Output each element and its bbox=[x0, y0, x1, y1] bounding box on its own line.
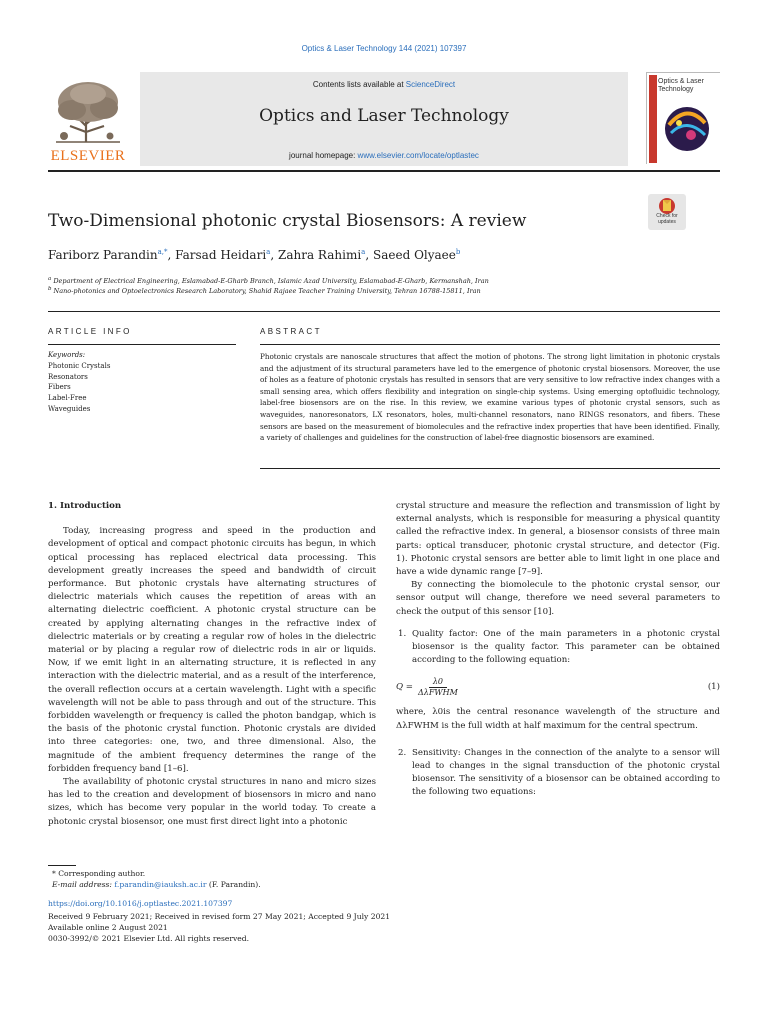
equation-lhs: Q = bbox=[396, 682, 413, 693]
keyword: Fibers bbox=[48, 383, 71, 392]
corresponding-author-note: * Corresponding author. bbox=[52, 869, 146, 878]
keyword: Resonators bbox=[48, 372, 88, 381]
author-affiliation-marker[interactable]: a,* bbox=[157, 248, 168, 256]
list-number: 2. bbox=[398, 747, 407, 758]
sciencedirect-link[interactable]: ScienceDirect bbox=[405, 80, 456, 89]
cover-title: Optics & Laser Technology bbox=[658, 78, 704, 93]
affiliation-b bbox=[48, 286, 688, 295]
affiliation-marker: a bbox=[48, 276, 52, 282]
email-note bbox=[52, 879, 261, 890]
author-name[interactable]: Fariborz Parandin bbox=[48, 248, 158, 262]
info-rule bbox=[48, 344, 236, 345]
article-title: Two-Dimensional photonic crystal Biosensors: A review bbox=[48, 211, 527, 231]
body-paragraph: The availability of photonic crystal structures in nano and micro sizes has led to the creation and development of biosensors in micro and nano sizes, which has become very popular in the world today. To create a photonic crystal biosensor, one must first direct light into a photonic bbox=[48, 777, 376, 827]
body-paragraph: Today, increasing progress and speed in the production and development of optical and compact photonic circuits has begun, in which optical processing has replaced electrical data processing. This development greatly increases the speed and bandwidth of circuit performance. But photonic crystals have alternating structures of dielectric materials which causes the repetition of areas with an alternating dielectric coefficient. A photonic crystal structure can be created by applying alternating changes in the refractive index of dielectric materials or by creating a regular row of holes in the dielectric material or by placing a regular row of dielectric rods in air or liquids. Now, if we emit light in an alternating structure, it is reflected in any interaction with the dielectric material, and as a result of the interference, the overall reflection occurs at a certain wavelength. Light with a specific wavelength will not be able to pass through and out of the structure. This forbidden wavelength or frequency is called the photon bandgap, which is the basis of the photonic crystal function. Photonic crystals are divided into three categories: one, two, and three dimensional. Also, the magnitude of the ambient frequency determines the range of the forbidden frequency band [1–6]. bbox=[48, 526, 376, 774]
journal-citation[interactable]: Optics & Laser Technology 144 (2021) 107397 bbox=[301, 44, 467, 53]
author-name[interactable]: Farsad Heidari bbox=[175, 248, 267, 262]
body-left-column bbox=[48, 500, 376, 829]
homepage-prefix: journal homepage: bbox=[289, 151, 358, 160]
contents-line bbox=[140, 80, 628, 89]
body-paragraph: crystal structure and measure the reflection and transmission of light by external analysts, which is responsible for measuring a physical quantity called the refractive index. In general, a biosensor consists of three main parts: optical transducer, photonic crystal structure, and detector (Fig. 1). Photonic crystal sensors are better able to limit light in one place and have a wide dynamic range [7–9]. bbox=[396, 501, 720, 578]
section-heading: 1. Introduction bbox=[48, 501, 122, 511]
author-affiliation-marker[interactable]: a bbox=[266, 248, 271, 256]
email-link[interactable]: f.parandin@iauksh.ac.ir bbox=[114, 880, 207, 889]
journal-title[interactable]: Optics and Laser Technology bbox=[259, 106, 509, 126]
list-text: Sensitivity: Changes in the connection of the analyte to a sensor will lead to changes in the signal transduction of the photonic crystal biosensor. The sensitivity of a biosensor can be obtained according to the following two equations: bbox=[412, 747, 720, 798]
keywords-block bbox=[48, 350, 238, 415]
article-info-heading: ARTICLE INFO bbox=[48, 327, 132, 336]
available-online: Available online 2 August 2021 bbox=[48, 923, 168, 932]
header-rule bbox=[48, 170, 720, 172]
equation-numerator: λ0 bbox=[429, 677, 447, 688]
equation-fraction bbox=[418, 677, 458, 698]
list-item bbox=[396, 747, 720, 800]
author-affiliation-marker[interactable]: a bbox=[361, 248, 366, 256]
abstract-text: Photonic crystals are nanoscale structures that affect the motion of photons. The strong light limitation in photonic crystals and the adjustment of its structural parameters have led to the emergence of photonic crystal biosensors. Moreover, the use of holes as a feature of photonic crystals has resulted in sensors that are very sensitive to low refractive index changes with a small sensing area, which offers flexibility and integration on single-chip systems. Using emerging optofluidic technology, label-free biosensors are on the rise. In this review, we examine various types of photonic crystal sensors, such as waveguides, nanoresonators, LX resonators, holes, multi-channel resonators, nano RINGS resonators, and fibers. These sensors are based on the measurement of biomolecules and the refractive index properties that have been identified. Finally, a variety of challenges and guidelines for the construction of label-free diagnostic biosensors are examined. bbox=[260, 352, 720, 443]
email-suffix: (F. Parandin). bbox=[206, 880, 261, 889]
author-name[interactable]: Saeed Olyaee bbox=[373, 248, 456, 262]
info-rule-top bbox=[48, 311, 720, 312]
affiliation-marker: b bbox=[48, 286, 52, 292]
email-label: E-mail address: bbox=[52, 880, 115, 889]
doi-link[interactable]: https://doi.org/10.1016/j.optlastec.2021.107397 bbox=[48, 899, 233, 908]
author-list: Fariborz Parandin$^{a,*}$, Farsad Heidari$^a$, Zahra Rahimi$^a$, Saeed Olyaee$^b$ bbox=[48, 248, 461, 262]
list-item bbox=[396, 628, 720, 668]
keyword: Photonic Crystals bbox=[48, 361, 111, 370]
affiliation-text: Nano-photonics and Optoelectronics Research Laboratory, Shahid Rajaee Teacher Training University, Tehran 16788-15811, Iran bbox=[53, 287, 481, 296]
affiliation-a bbox=[48, 276, 688, 285]
keywords-label: Keywords: bbox=[48, 351, 86, 359]
abstract-heading: ABSTRACT bbox=[260, 327, 322, 336]
author-affiliation-marker[interactable]: b bbox=[455, 248, 461, 256]
footnote-rule bbox=[48, 865, 76, 866]
abstract-rule-bottom bbox=[260, 468, 720, 469]
body-right-column bbox=[396, 500, 720, 800]
affiliation-text: Department of Electrical Engineering, Eslamabad-E-Gharb Branch, Islamic Azad University, Eslamabad-E-Gharb, Kermanshah, Iran bbox=[53, 277, 489, 286]
check-updates-label: Check for updates bbox=[656, 213, 678, 225]
copyright: 0030-3992/© 2021 Elsevier Ltd. All rights reserved. bbox=[48, 934, 250, 943]
elsevier-wordmark: ELSEVIER bbox=[50, 148, 126, 164]
equation-number: (1) bbox=[707, 682, 720, 693]
keyword: Waveguides bbox=[48, 404, 91, 413]
homepage-link[interactable]: www.elsevier.com/locate/optlastec bbox=[357, 151, 479, 160]
list-text: Quality factor: One of the main parameters in a photonic crystal biosensor is the quality factor. This parameter can be obtained according to the following equation: bbox=[412, 628, 720, 666]
equation-1 bbox=[396, 677, 720, 698]
equation-denominator: ΔλFWHM bbox=[418, 688, 458, 698]
received-dates: Received 9 February 2021; Received in revised form 27 May 2021; Accepted 9 July 2021 bbox=[48, 912, 391, 921]
body-paragraph: By connecting the biomolecule to the photonic crystal sensor, our sensor output will change, therefore we need several parameters to check the output of this sensor [10]. bbox=[396, 580, 720, 617]
contents-prefix: Contents lists available at bbox=[312, 80, 406, 89]
keyword: Label-Free bbox=[48, 394, 87, 403]
author-name[interactable]: Zahra Rahimi bbox=[277, 248, 362, 262]
homepage-line bbox=[140, 151, 628, 160]
abstract-rule bbox=[260, 344, 720, 345]
list-number: 1. bbox=[398, 628, 407, 639]
body-paragraph: where, λ0is the central resonance wavelength of the structure and ΔλFWHM is the full width at half maximum for the central spectrum. bbox=[396, 707, 720, 731]
